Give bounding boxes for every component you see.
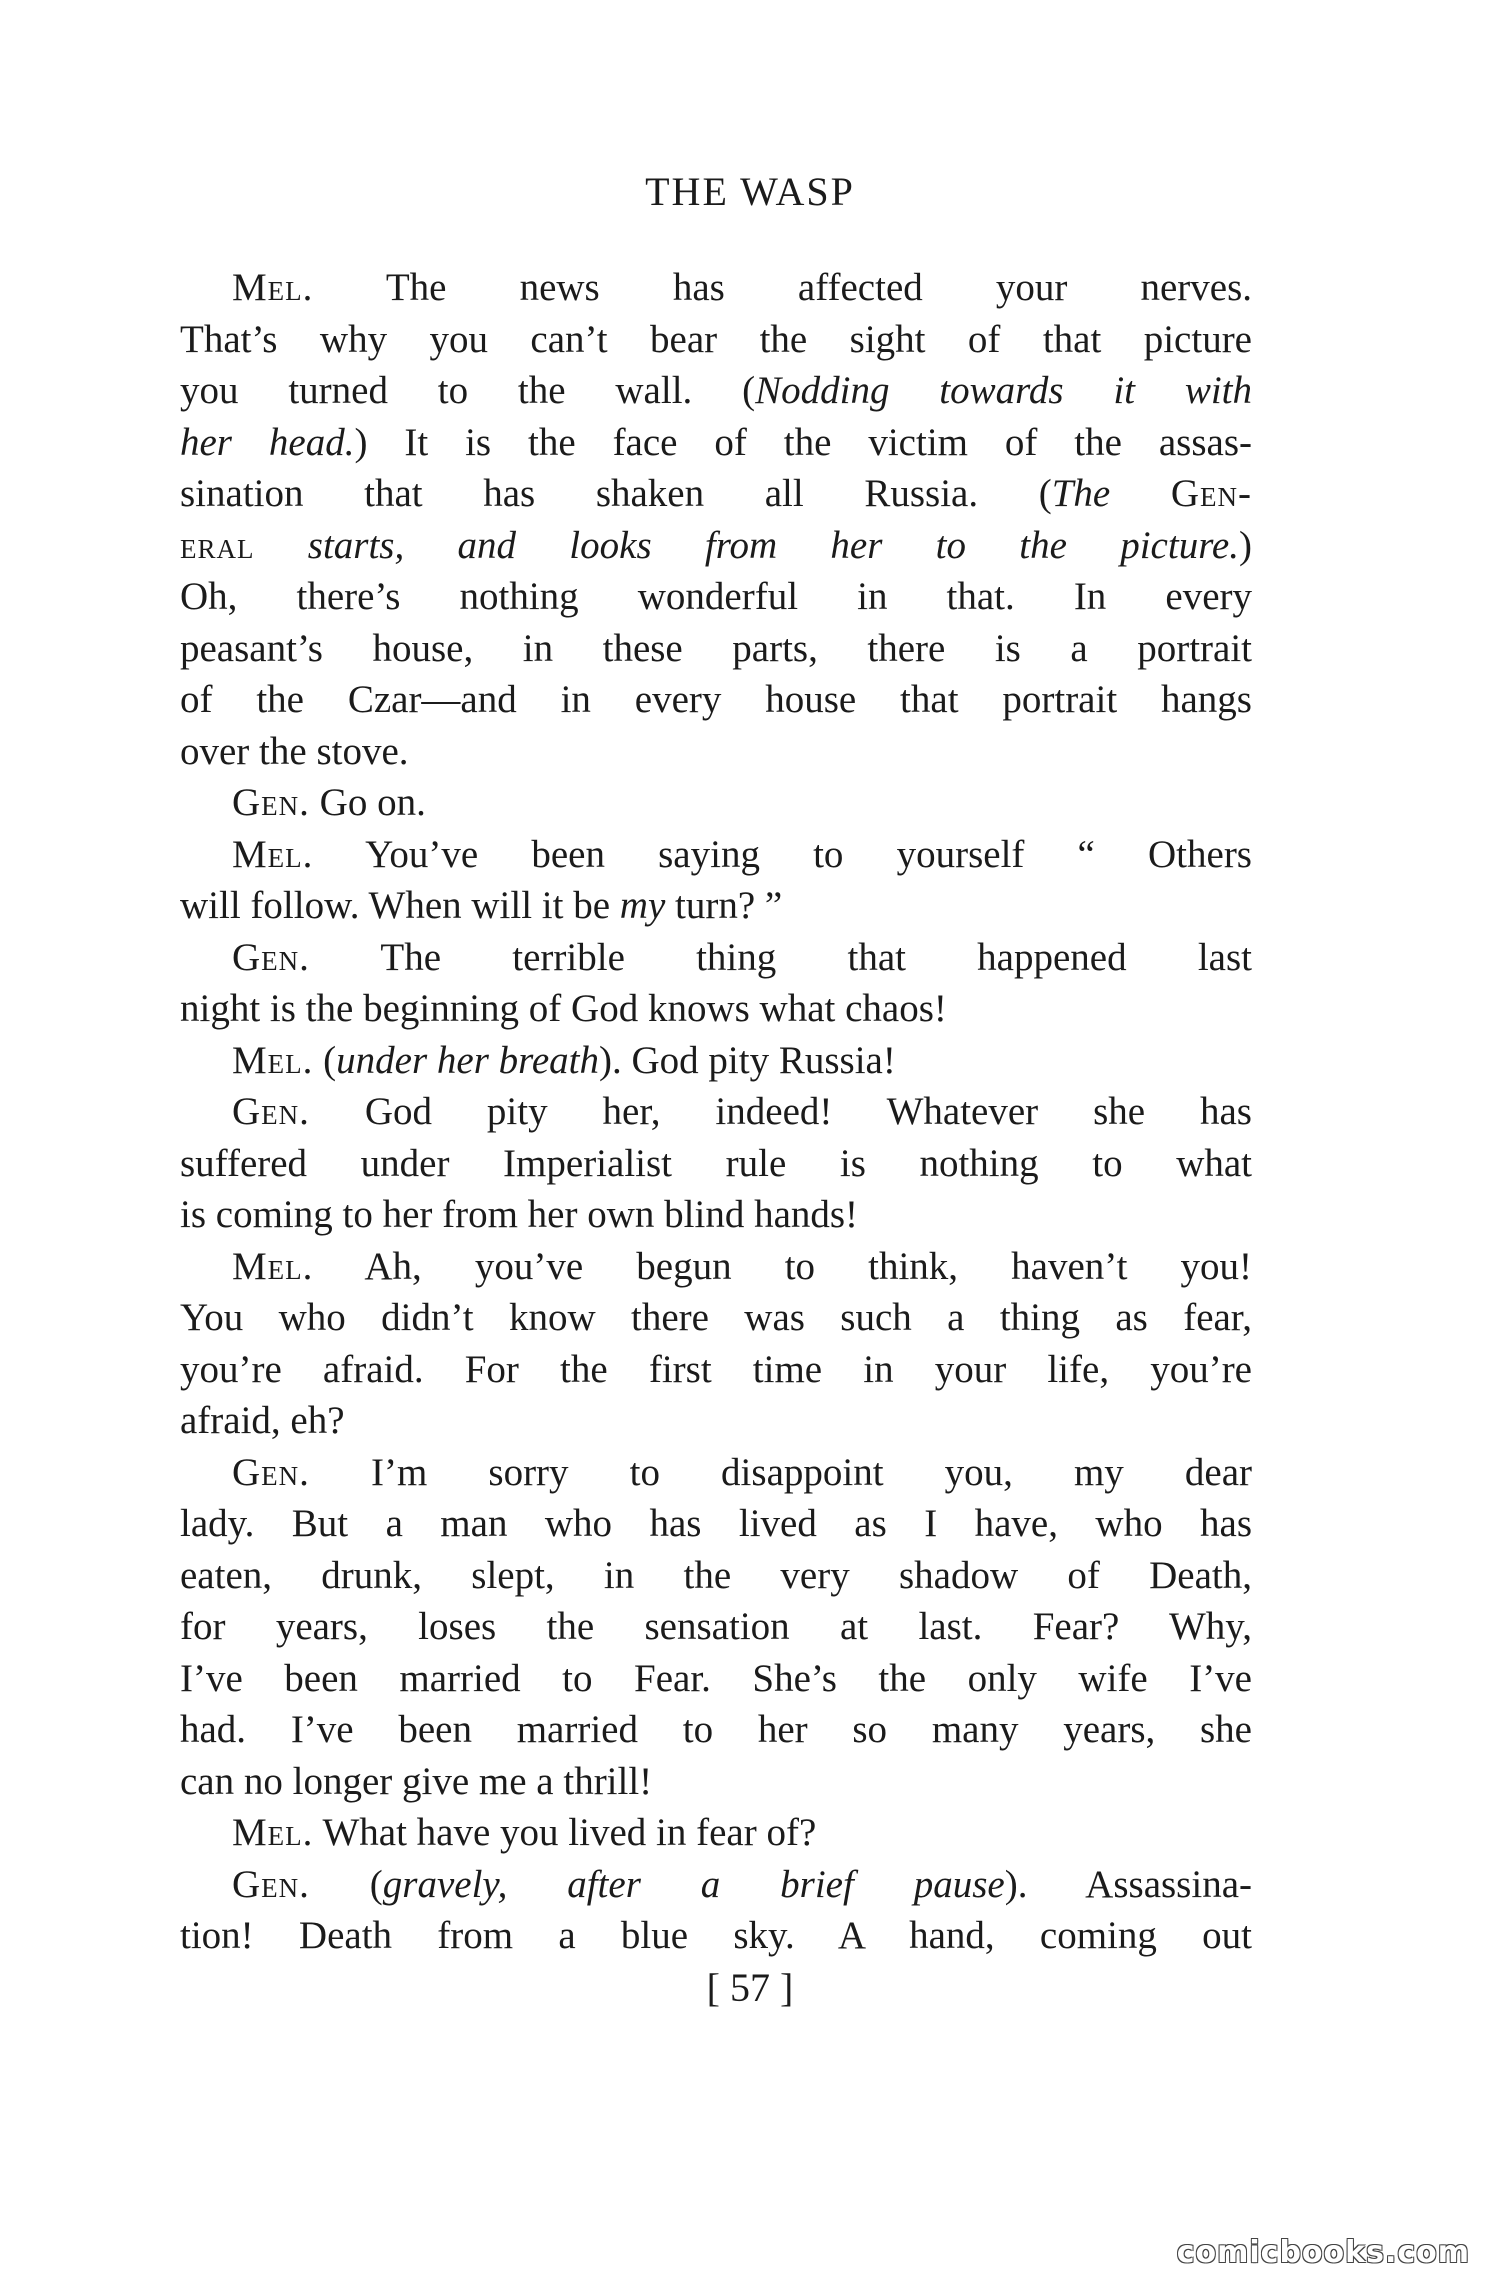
text-line <box>180 1344 1252 1396</box>
text-line <box>180 1550 1252 1602</box>
watermark-logo: comicbooks.com <box>1176 2235 1470 2270</box>
line-text: afraid, eh? <box>180 1399 345 1442</box>
stage-direction: my <box>619 884 666 927</box>
text-line <box>180 1138 1252 1190</box>
text-line <box>180 1292 1252 1344</box>
line-text: of the Czar—and in every house that portrait hangs <box>180 678 1252 721</box>
text-line <box>180 1859 1252 1911</box>
text-line <box>180 314 1252 366</box>
line-text: night is the beginning of God knows what chaos! <box>180 987 947 1030</box>
stage-direction: under her breath <box>336 1038 600 1082</box>
line-text: That’s why you can’t bear the sight of that picture <box>180 317 1252 361</box>
text-line <box>180 1756 1252 1808</box>
line-text: suffered under Imperialist rule is nothing to what <box>180 1141 1252 1185</box>
text-line <box>180 880 1252 932</box>
line-text: lady. But a man who has lived as I have, who has <box>180 1502 1252 1545</box>
line-text <box>255 524 308 567</box>
speaker-name: Gen. <box>232 781 310 824</box>
running-title: THE WASP <box>645 169 855 214</box>
line-text: is coming to her from her own blind hands! <box>180 1193 859 1236</box>
line-text: will follow. When will it be <box>180 884 620 927</box>
text-line <box>180 262 1252 314</box>
line-text: sination that has shaken all Russia. ( <box>180 472 1052 515</box>
line-text: God pity her, indeed! Whatever she has <box>309 1090 1252 1133</box>
text-line <box>180 1498 1252 1550</box>
speaker-name: Mel. <box>232 1244 314 1288</box>
text-line <box>180 571 1252 623</box>
stage-direction: The <box>1051 472 1111 515</box>
speaker-name: eral <box>180 523 255 567</box>
text-line <box>180 932 1252 984</box>
line-text: for years, loses the sensation at last. Fear? Why, <box>180 1605 1252 1648</box>
text-line <box>180 1447 1252 1499</box>
text-line <box>180 1807 1252 1859</box>
text-line <box>180 1189 1252 1241</box>
line-text: ). Assassina- <box>1004 1862 1252 1906</box>
line-text: ) <box>1239 523 1252 567</box>
stage-direction: starts, and looks from her to the picture. <box>307 523 1239 567</box>
line-text <box>1110 472 1171 515</box>
line-text: you turned to the wall. ( <box>180 369 756 412</box>
line-text: I’ve been married to Fear. She’s the only wife I’ve <box>180 1656 1252 1700</box>
line-text: I’m sorry to disappoint you, my dear <box>309 1450 1252 1494</box>
text-line <box>180 674 1252 726</box>
text-line <box>180 777 1252 829</box>
text-line <box>180 1704 1252 1756</box>
line-text: The terrible thing that happened last <box>309 935 1252 979</box>
text-line <box>180 520 1252 572</box>
line-text: peasant’s house, in these parts, there is a portrait <box>180 626 1252 670</box>
text-line <box>180 726 1252 778</box>
line-text: over the stove. <box>180 729 409 773</box>
text-line <box>180 829 1252 881</box>
stage-direction: Nodding towards it with <box>755 369 1253 412</box>
text-line <box>180 417 1252 469</box>
line-text: ). God pity Russia! <box>599 1038 896 1082</box>
line-text: tion! Death from a blue sky. A hand, coming out <box>180 1914 1252 1957</box>
stage-direction: her head. <box>180 420 355 464</box>
line-text: What have you lived in fear of? <box>313 1811 817 1854</box>
line-text: ( <box>313 1038 337 1082</box>
text-line <box>180 1241 1252 1293</box>
speaker-name: Gen. <box>232 1862 310 1906</box>
speaker-name: Mel. <box>232 1811 314 1854</box>
line-text: had. I’ve been married to her so many years, she <box>180 1708 1252 1751</box>
page-number: [ 57 ] <box>706 1965 794 2010</box>
text-line <box>180 1395 1252 1447</box>
text-line <box>180 983 1252 1035</box>
text-line <box>180 1601 1252 1653</box>
text-line <box>180 1653 1252 1705</box>
speaker-name: Gen. <box>232 1450 310 1494</box>
line-text: ( <box>309 1862 383 1906</box>
text-line <box>180 1086 1252 1138</box>
text-line <box>180 1035 1252 1087</box>
line-text: Go on. <box>309 781 426 824</box>
line-text: Oh, there’s nothing wonderful in that. In every <box>180 575 1252 618</box>
speaker-name: Mel. <box>232 266 314 309</box>
text-line <box>180 468 1252 520</box>
line-text: eaten, drunk, slept, in the very shadow of Death, <box>180 1553 1252 1597</box>
text-line <box>180 623 1252 675</box>
text-line <box>180 365 1252 417</box>
speaker-name: Mel. <box>232 832 314 876</box>
speaker-name: Mel. <box>232 1038 314 1082</box>
line-text: You’ve been saying to yourself “ Others <box>313 832 1252 876</box>
line-text: You who didn’t know there was such a thing as fear, <box>180 1296 1252 1339</box>
line-text: The news has affected your nerves. <box>313 266 1252 309</box>
text-line <box>180 1910 1252 1962</box>
line-text: can no longer give me a thrill! <box>180 1759 653 1803</box>
line-text: Ah, you’ve begun to think, haven’t you! <box>313 1244 1252 1288</box>
stage-direction: gravely, after a brief pause <box>382 1862 1005 1906</box>
speaker-name: Gen. <box>232 1090 310 1133</box>
line-text: ) It is the face of the victim of the assas- <box>354 420 1252 464</box>
line-text: turn? ” <box>665 884 783 927</box>
speaker-name: Gen. <box>232 935 310 979</box>
speaker-name: Gen- <box>1170 472 1252 515</box>
line-text: you’re afraid. For the first time in your life, you’re <box>180 1347 1252 1391</box>
body-text <box>180 262 1252 1962</box>
